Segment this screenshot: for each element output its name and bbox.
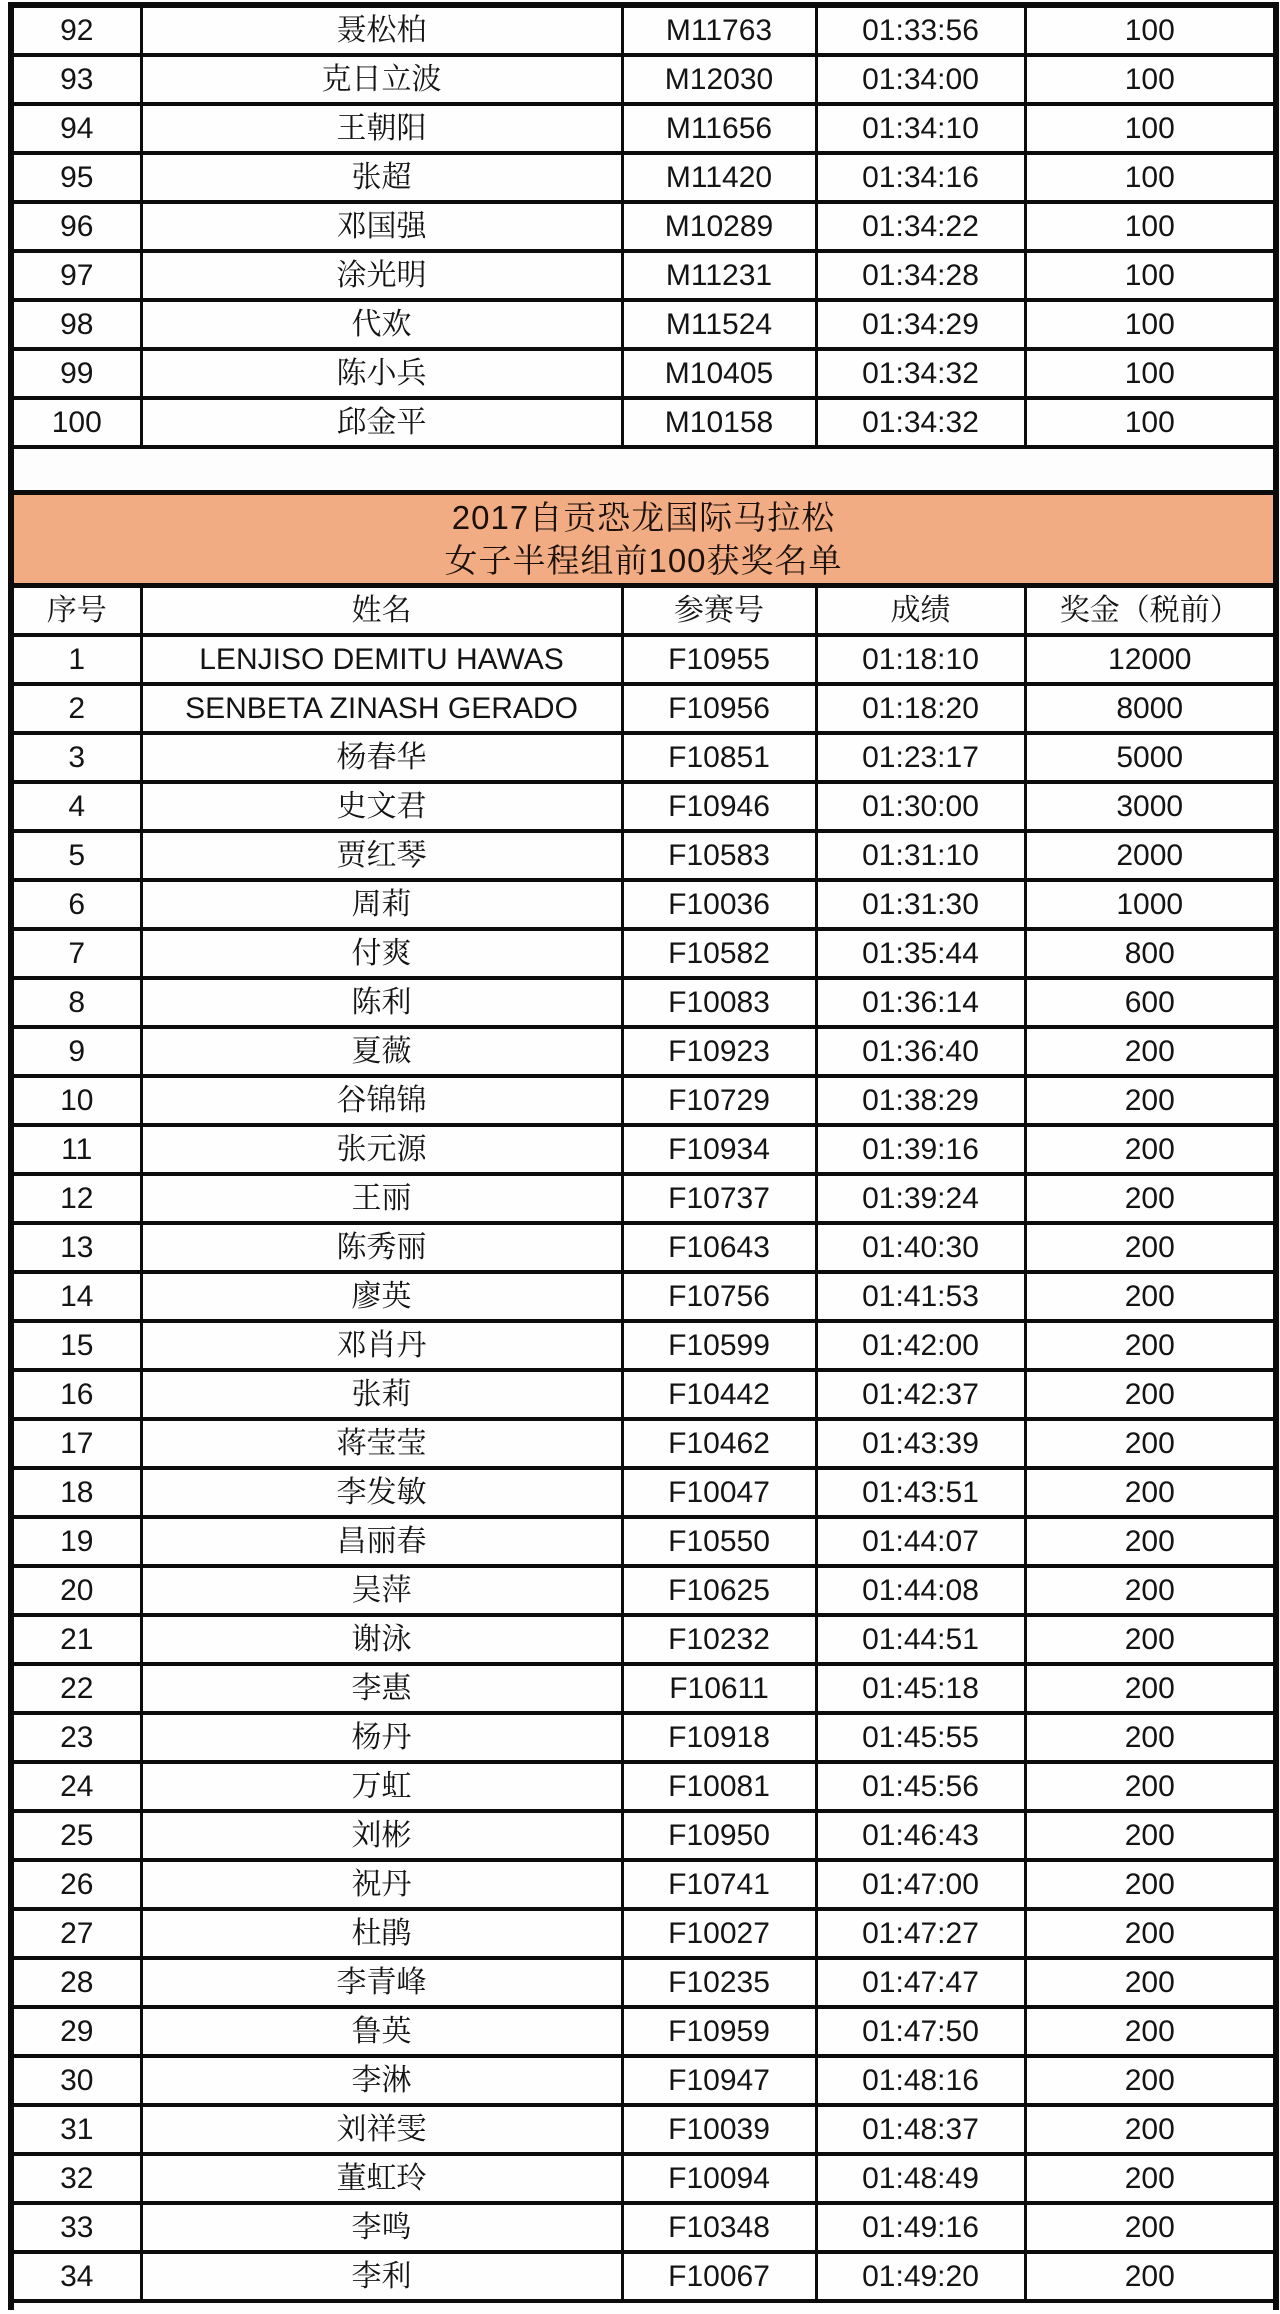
time-cell: 01:39:16 [816,1125,1025,1174]
name-cell: 谢泳 [141,1615,622,1664]
bib-cell: F10582 [622,929,816,978]
table-row [11,349,1276,398]
prize-cell: 200 [1025,2154,1276,2203]
prize-cell: 200 [1025,1076,1276,1125]
prize-cell: 200 [1025,1370,1276,1419]
name-cell: 李淋 [141,2056,622,2105]
bib-cell: F10036 [622,880,816,929]
table-row [11,1321,1276,1370]
col-header-time: 成绩 [816,586,1025,636]
bib-cell: M12030 [622,55,816,104]
prize-cell: 3000 [1025,782,1276,831]
table-row [11,2203,1276,2252]
prize-cell: 1000 [1025,880,1276,929]
time-cell: 01:41:53 [816,1272,1025,1321]
prize-cell: 200 [1025,1125,1276,1174]
time-cell: 01:18:20 [816,684,1025,733]
rank-cell: 29 [11,2007,141,2056]
rank-cell: 12 [11,1174,141,1223]
rank-cell: 17 [11,1419,141,1468]
table-row [11,782,1276,831]
time-cell: 01:44:08 [816,1566,1025,1615]
results-sheet [0,2,1280,2314]
time-cell: 01:39:24 [816,1174,1025,1223]
table-row [11,1664,1276,1713]
prize-cell: 200 [1025,2105,1276,2154]
spacer-section [11,447,1276,493]
table-row [11,1566,1276,1615]
table-row [11,398,1276,447]
table-row [11,635,1276,684]
time-cell: 01:44:51 [816,1615,1025,1664]
name-cell: 廖英 [141,1272,622,1321]
rank-cell: 14 [11,1272,141,1321]
prize-cell: 200 [1025,1027,1276,1076]
time-cell: 01:34:00 [816,55,1025,104]
name-cell: 杨春华 [141,733,622,782]
rank-cell: 4 [11,782,141,831]
list-subtitle: 女子半程组前100获奖名单 [444,542,843,579]
marathon-results-table [8,2,1279,2310]
name-cell: 董虹玲 [141,2154,622,2203]
rank-cell: 2 [11,684,141,733]
prize-cell: 200 [1025,1664,1276,1713]
rank-cell: 98 [11,300,141,349]
title-section [11,493,1276,586]
table-row [11,1713,1276,1762]
table-row [11,1468,1276,1517]
table-row [11,1125,1276,1174]
name-cell: 万虹 [141,1762,622,1811]
table-row [11,1076,1276,1125]
rank-cell: 24 [11,1762,141,1811]
bib-cell: F10081 [622,1762,816,1811]
prize-cell: 200 [1025,2007,1276,2056]
time-cell: 01:47:00 [816,1860,1025,1909]
bib-cell: F10643 [622,1223,816,1272]
prize-cell: 200 [1025,1321,1276,1370]
rank-cell: 16 [11,1370,141,1419]
bib-cell: M11231 [622,251,816,300]
rank-cell: 96 [11,202,141,251]
bottom-sliver-section [11,2301,1276,2310]
rank-cell: 92 [11,5,141,55]
bib-cell: M11656 [622,104,816,153]
rank-cell: 21 [11,1615,141,1664]
bib-cell: M11763 [622,5,816,55]
table-row [11,153,1276,202]
name-cell: 陈小兵 [141,349,622,398]
time-cell: 01:34:10 [816,104,1025,153]
time-cell: 01:48:16 [816,2056,1025,2105]
bib-cell: F10959 [622,2007,816,2056]
bib-cell: F10348 [622,2203,816,2252]
rank-cell: 13 [11,1223,141,1272]
bib-cell: F10956 [622,684,816,733]
table-row [11,1419,1276,1468]
prize-cell: 200 [1025,1811,1276,1860]
name-cell: 邓肖丹 [141,1321,622,1370]
bib-cell: F10923 [622,1027,816,1076]
prize-cell: 100 [1025,300,1276,349]
spacer-row [11,447,1276,493]
rank-cell: 97 [11,251,141,300]
col-header-prize: 奖金（税前） [1025,586,1276,636]
cutoff-cell [11,2301,1276,2310]
bib-cell: F10611 [622,1664,816,1713]
prize-cell: 100 [1025,104,1276,153]
name-cell: 克日立波 [141,55,622,104]
name-cell: 杨丹 [141,1713,622,1762]
table-row [11,1370,1276,1419]
prize-cell: 200 [1025,1174,1276,1223]
time-cell: 01:48:37 [816,2105,1025,2154]
prize-cell: 100 [1025,55,1276,104]
name-cell: 张元源 [141,1125,622,1174]
bib-cell: F10737 [622,1174,816,1223]
rank-cell: 19 [11,1517,141,1566]
rank-cell: 25 [11,1811,141,1860]
time-cell: 01:36:40 [816,1027,1025,1076]
prize-cell: 200 [1025,1272,1276,1321]
col-header-bib: 参赛号 [622,586,816,636]
time-cell: 01:47:47 [816,1958,1025,2007]
bib-cell: F10583 [622,831,816,880]
time-cell: 01:30:00 [816,782,1025,831]
name-cell: 李利 [141,2252,622,2301]
table-row [11,1811,1276,1860]
name-cell: 贾红琴 [141,831,622,880]
prize-cell: 200 [1025,1517,1276,1566]
rank-cell: 9 [11,1027,141,1076]
rank-cell: 11 [11,1125,141,1174]
table-row [11,5,1276,55]
rank-cell: 15 [11,1321,141,1370]
rank-cell: 7 [11,929,141,978]
name-cell: 刘彬 [141,1811,622,1860]
bib-cell: M10289 [622,202,816,251]
prize-cell: 200 [1025,2203,1276,2252]
bib-cell: F10946 [622,782,816,831]
time-cell: 01:34:29 [816,300,1025,349]
prize-cell: 600 [1025,978,1276,1027]
name-cell: 陈利 [141,978,622,1027]
time-cell: 01:43:51 [816,1468,1025,1517]
time-cell: 01:34:22 [816,202,1025,251]
table-row [11,2252,1276,2301]
prize-cell: 200 [1025,2056,1276,2105]
name-cell: 李鸣 [141,2203,622,2252]
col-header-rank: 序号 [11,586,141,636]
name-cell: SENBETA ZINASH GERADO [141,684,622,733]
name-cell: 李青峰 [141,1958,622,2007]
time-cell: 01:43:39 [816,1419,1025,1468]
time-cell: 01:47:27 [816,1909,1025,1958]
prize-cell: 200 [1025,1860,1276,1909]
bib-cell: F10599 [622,1321,816,1370]
name-cell: 吴萍 [141,1566,622,1615]
time-cell: 01:34:32 [816,398,1025,447]
name-cell: 夏薇 [141,1027,622,1076]
rank-cell: 100 [11,398,141,447]
prize-cell: 200 [1025,1762,1276,1811]
prize-cell: 800 [1025,929,1276,978]
bib-cell: F10934 [622,1125,816,1174]
bib-cell: M11420 [622,153,816,202]
table-row [11,733,1276,782]
time-cell: 01:45:56 [816,1762,1025,1811]
bib-cell: F10955 [622,635,816,684]
bib-cell: F10442 [622,1370,816,1419]
prize-cell: 200 [1025,1909,1276,1958]
time-cell: 01:47:50 [816,2007,1025,2056]
time-cell: 01:38:29 [816,1076,1025,1125]
rank-cell: 3 [11,733,141,782]
rank-cell: 6 [11,880,141,929]
bib-cell: F10550 [622,1517,816,1566]
rank-cell: 28 [11,1958,141,2007]
bib-cell: F10729 [622,1076,816,1125]
col-header-name: 姓名 [141,586,622,636]
name-cell: 张超 [141,153,622,202]
spacer-cell [11,447,1276,493]
name-cell: LENJISO DEMITU HAWAS [141,635,622,684]
rank-cell: 30 [11,2056,141,2105]
bib-cell: F10235 [622,1958,816,2007]
time-cell: 01:48:49 [816,2154,1025,2203]
prize-cell: 100 [1025,5,1276,55]
table-row [11,2056,1276,2105]
bib-cell: F10851 [622,733,816,782]
rank-cell: 33 [11,2203,141,2252]
time-cell: 01:45:55 [816,1713,1025,1762]
prize-cell: 200 [1025,1615,1276,1664]
prize-cell: 200 [1025,1223,1276,1272]
rank-cell: 93 [11,55,141,104]
name-cell: 周莉 [141,880,622,929]
table-row [11,1860,1276,1909]
bib-cell: F10047 [622,1468,816,1517]
table-row [11,300,1276,349]
bib-cell: M11524 [622,300,816,349]
rank-cell: 20 [11,1566,141,1615]
bib-cell: F10947 [622,2056,816,2105]
prize-cell: 200 [1025,1419,1276,1468]
prize-cell: 100 [1025,398,1276,447]
table-row [11,1958,1276,2007]
name-cell: 张莉 [141,1370,622,1419]
name-cell: 鲁英 [141,2007,622,2056]
name-cell: 刘祥雯 [141,2105,622,2154]
name-cell: 代欢 [141,300,622,349]
name-cell: 杜鹃 [141,1909,622,1958]
title-row [11,493,1276,586]
table-row [11,2154,1276,2203]
prize-cell: 100 [1025,349,1276,398]
name-cell: 邱金平 [141,398,622,447]
name-cell: 聂松柏 [141,5,622,55]
time-cell: 01:44:07 [816,1517,1025,1566]
bib-cell: F10232 [622,1615,816,1664]
header-row [11,586,1276,636]
time-cell: 01:34:28 [816,251,1025,300]
men-table-partial-body [11,5,1276,447]
time-cell: 01:49:16 [816,2203,1025,2252]
table-row [11,831,1276,880]
rank-cell: 31 [11,2105,141,2154]
table-row [11,880,1276,929]
table-row [11,104,1276,153]
rank-cell: 22 [11,1664,141,1713]
rank-cell: 27 [11,1909,141,1958]
time-cell: 01:42:00 [816,1321,1025,1370]
prize-cell: 200 [1025,1566,1276,1615]
event-title: 2017自贡恐龙国际马拉松 [451,499,836,536]
bib-cell: M10158 [622,398,816,447]
table-row [11,1027,1276,1076]
rank-cell: 94 [11,104,141,153]
header-section [11,586,1276,636]
time-cell: 01:35:44 [816,929,1025,978]
prize-cell: 200 [1025,1958,1276,2007]
rank-cell: 26 [11,1860,141,1909]
time-cell: 01:34:16 [816,153,1025,202]
name-cell: 王朝阳 [141,104,622,153]
table-row [11,1174,1276,1223]
bib-cell: F10083 [622,978,816,1027]
bib-cell: F10741 [622,1860,816,1909]
time-cell: 01:36:14 [816,978,1025,1027]
bib-cell: F10756 [622,1272,816,1321]
time-cell: 01:33:56 [816,5,1025,55]
prize-cell: 8000 [1025,684,1276,733]
rank-cell: 32 [11,2154,141,2203]
table-row [11,1272,1276,1321]
name-cell: 李发敏 [141,1468,622,1517]
women-table-body [11,635,1276,2301]
table-row [11,2007,1276,2056]
time-cell: 01:34:32 [816,349,1025,398]
time-cell: 01:49:20 [816,2252,1025,2301]
rank-cell: 34 [11,2252,141,2301]
name-cell: 昌丽春 [141,1517,622,1566]
table-row [11,1909,1276,1958]
name-cell: 祝丹 [141,1860,622,1909]
name-cell: 谷锦锦 [141,1076,622,1125]
bib-cell: F10918 [622,1713,816,1762]
prize-cell: 100 [1025,251,1276,300]
time-cell: 01:31:10 [816,831,1025,880]
time-cell: 01:40:30 [816,1223,1025,1272]
name-cell: 史文君 [141,782,622,831]
table-row [11,251,1276,300]
table-row [11,978,1276,1027]
time-cell: 01:46:43 [816,1811,1025,1860]
bib-cell: F10950 [622,1811,816,1860]
table-row [11,684,1276,733]
bib-cell: M10405 [622,349,816,398]
table-row [11,202,1276,251]
rank-cell: 18 [11,1468,141,1517]
time-cell: 01:18:10 [816,635,1025,684]
name-cell: 蒋莹莹 [141,1419,622,1468]
time-cell: 01:23:17 [816,733,1025,782]
bib-cell: F10027 [622,1909,816,1958]
cutoff-row [11,2301,1276,2310]
name-cell: 陈秀丽 [141,1223,622,1272]
table-row [11,2105,1276,2154]
bib-cell: F10039 [622,2105,816,2154]
table-row [11,55,1276,104]
time-cell: 01:42:37 [816,1370,1025,1419]
rank-cell: 8 [11,978,141,1027]
time-cell: 01:45:18 [816,1664,1025,1713]
bib-cell: F10462 [622,1419,816,1468]
bib-cell: F10067 [622,2252,816,2301]
prize-cell: 200 [1025,1713,1276,1762]
prize-cell: 5000 [1025,733,1276,782]
prize-cell: 200 [1025,2252,1276,2301]
time-cell: 01:31:30 [816,880,1025,929]
rank-cell: 99 [11,349,141,398]
rank-cell: 1 [11,635,141,684]
prize-cell: 100 [1025,202,1276,251]
name-cell: 邓国强 [141,202,622,251]
name-cell: 王丽 [141,1174,622,1223]
rank-cell: 5 [11,831,141,880]
table-row [11,1762,1276,1811]
prize-cell: 2000 [1025,831,1276,880]
bib-cell: F10094 [622,2154,816,2203]
prize-cell: 100 [1025,153,1276,202]
prize-cell: 200 [1025,1468,1276,1517]
name-cell: 涂光明 [141,251,622,300]
rank-cell: 10 [11,1076,141,1125]
table-row [11,1517,1276,1566]
rank-cell: 95 [11,153,141,202]
name-cell: 付爽 [141,929,622,978]
table-row [11,1223,1276,1272]
rank-cell: 23 [11,1713,141,1762]
table-row [11,1615,1276,1664]
bib-cell: F10625 [622,1566,816,1615]
prize-cell: 12000 [1025,635,1276,684]
title-band [11,493,1276,586]
name-cell: 李惠 [141,1664,622,1713]
table-row [11,929,1276,978]
